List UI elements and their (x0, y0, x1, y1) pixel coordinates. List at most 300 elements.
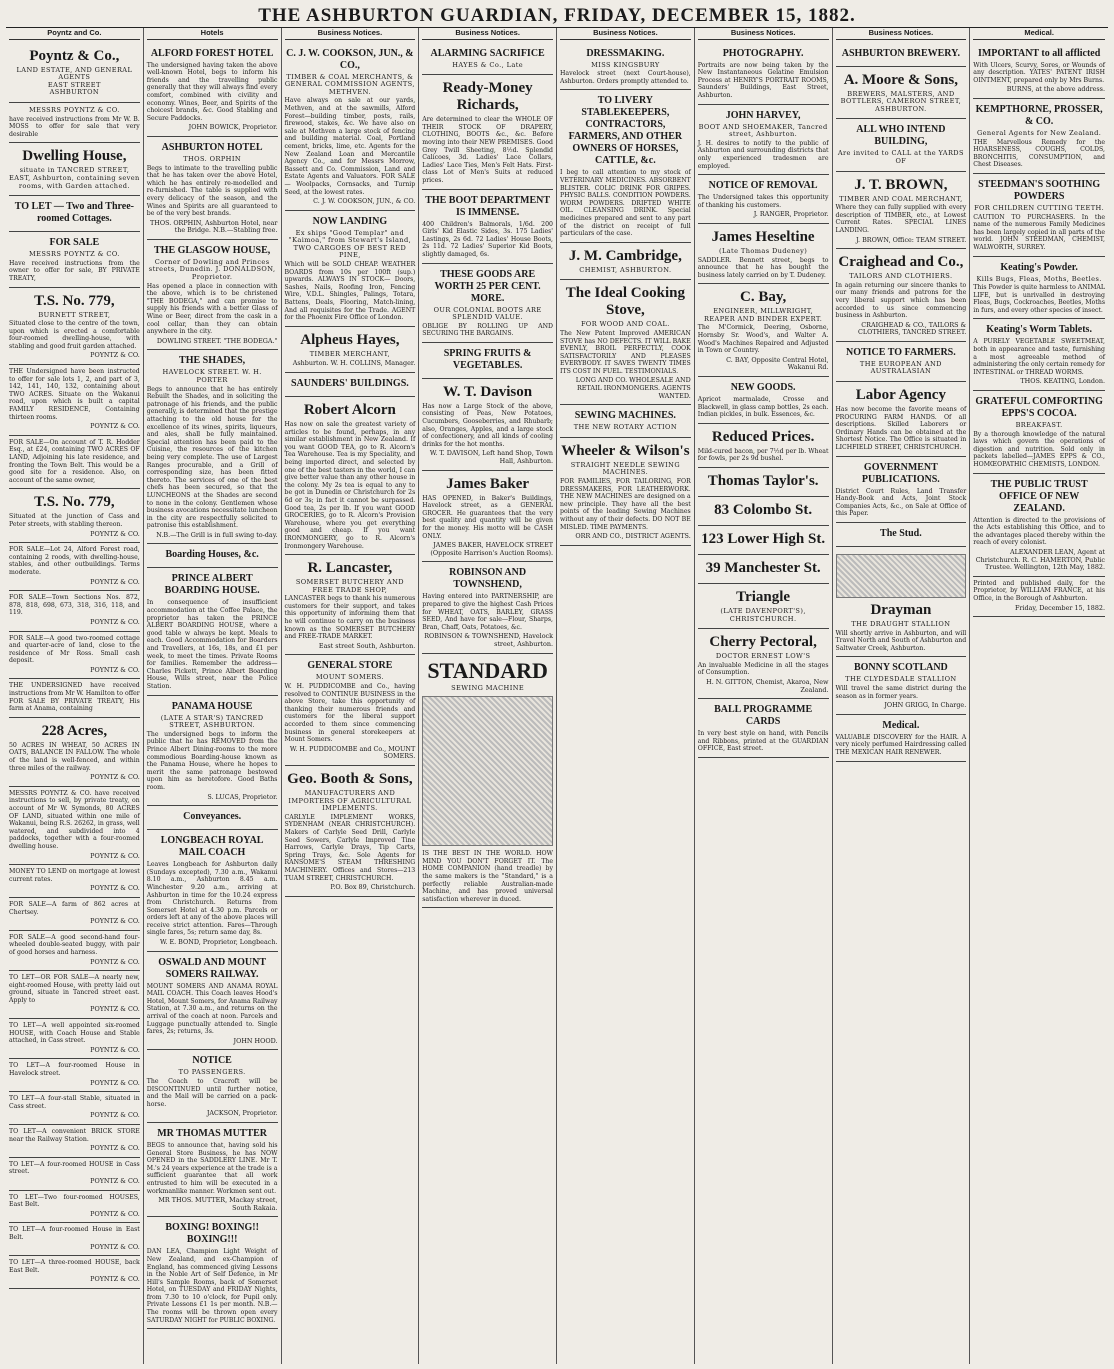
column-3 (282, 28, 420, 1364)
ad-title: 39 Manchester St. (705, 560, 821, 576)
advertisement (698, 497, 829, 526)
advertisement (9, 543, 140, 591)
ad-body: Apricot marmalade, Crosse and Blackwell, in glass camp bottles, 2s each. Indian pickles, in bulk. Essences, &c. (697, 396, 829, 419)
advertisement (422, 654, 553, 909)
advertisement (9, 1059, 140, 1092)
ad-title: LONGBEACH ROYAL MAIL COACH (160, 835, 264, 859)
ad-signature: Ashburton. W. H. COLLINS, Manager. (292, 359, 416, 368)
advertisement (9, 1191, 140, 1224)
ad-title: A. Moore & Sons, (843, 71, 959, 88)
advertisement (285, 43, 416, 211)
ad-body: FOR SALE—A good second-hand four-wheeled double-seated buggy, with pair of good horses and harness. (9, 933, 140, 956)
ad-signature: J. BROWN, Office: TEAM STREET. (855, 235, 967, 244)
ad-body: A PURELY VEGETABLE SWEETMEAT, both in appearance and taste, furnishing a most agreeable method of administering the only certain remedy for INTESTINAL or THREAD WORMS. (973, 338, 1105, 376)
advertisement (285, 397, 416, 555)
ad-body: TO LET—A well appointed six-roomed HOUSE, with Coach House and Stable attached, in Cass street. (9, 1022, 140, 1045)
advertisement (147, 1050, 278, 1123)
ad-signature: JOHN HOOD. (233, 1036, 278, 1045)
advertisement (698, 175, 829, 224)
advertisement (836, 43, 967, 67)
advertisement (147, 350, 278, 544)
advertisement (285, 211, 416, 327)
advertisement (9, 365, 140, 436)
ad-title: ALFORD FOREST HOTEL (150, 47, 274, 59)
column-heading: Hotels (147, 28, 278, 40)
column-heading: Business Notices. (836, 28, 967, 40)
ad-subtitle: DOCTOR ERNEST LOW'S (715, 652, 811, 661)
ad-title: SPRING FRUITS & VEGETABLES. (443, 347, 532, 371)
advertisement (836, 342, 967, 382)
ad-body: The Coach to Cracroft will be DISCONTINUED until further notice, and the Mail will be carried on a pack-horse. (146, 1078, 278, 1108)
ad-subtitle: Ex ships "Good Templar" and "Kaimoa," from Stewart's Island, TWO CARGOES OF BEST RED PINE, (288, 228, 412, 260)
ad-subtitle: THE DRAUGHT STALLION (851, 620, 951, 628)
sewing-machine-illustration (422, 696, 553, 846)
ad-title: STANDARD (427, 657, 548, 683)
advertisement (147, 806, 278, 830)
ad-subtitle: MISS KINGSBURY (591, 60, 660, 69)
advertisement (973, 319, 1105, 391)
advertisement (147, 696, 278, 807)
ad-subtitle: HAVELOCK STREET. W. H. PORTER (162, 368, 262, 384)
ad-body: Begs to announce that he has entirely Rebuilt the Shades, and in soliciting the patronage of his friends, and the public generally, is determined that the prestige attaching to the old house for the excellence of its wines, spirits, liqueurs, and ales, shall be fully maintained. Special attention has been paid to the Cuisine, the resources of the kitchen being very complete. The use of Largest Ranges procurable, and a Grill of corresponding size, has been fitted thereto. The services of one of the best chefs has been secured, so that the LUNCHEONS at the Shades are second to none in the colony. Gentlemen whose business avocations necessitate luncheon in the city are respectfully solicited to patronise this establishment. (146, 385, 278, 530)
ad-title: THE PUBLIC TRUST OFFICE OF NEW ZEALAND. (990, 478, 1088, 514)
ad-title: Cherry Pectoral, (709, 634, 817, 651)
ad-signature: POYNTZ & CO. (90, 1005, 140, 1014)
ad-signature: ORR AND CO., DISTRICT AGENTS. (575, 532, 691, 541)
ad-body: FOR SALE—On account of T. R. Hodder Esq., at £24, containing TWO ACRES OF LAND, Adjoining his late residence, and fronting the Town Belt. This would be a good site for a residence. Also, on account of the same owner, (9, 438, 140, 484)
advertisement (9, 679, 140, 717)
ad-title: 123 Lower High St. (701, 531, 826, 547)
ad-title: ROBINSON AND TOWNSHEND, (449, 567, 527, 591)
ad-title: GRATEFUL COMFORTING EPPS'S COCOA. (975, 396, 1103, 420)
advertisement (560, 90, 691, 242)
advertisement (9, 1256, 140, 1289)
column-5 (557, 28, 695, 1364)
advertisement (698, 526, 829, 555)
ad-body: Leaves Longbeach for Ashburton daily (Sundays excepted), 7.30 a.m., Wakanui 8.10 a.m., Ashburton 8.45 a.m. Winchester 9.20 a.m., arriving at Ashburton in time for the 10.24 express from Christchurch. Returns from Somerset Hotel at 4.30 p.m. Parcels or orders left at any of the above places will receive strict attention. Fares—Through single fares, 5s; return same day, 8s. (146, 861, 278, 937)
ad-signature: POYNTZ & CO. (90, 1078, 140, 1087)
advertisement (9, 43, 140, 103)
ad-subtitle: (Late Thomas Dudeney) (718, 246, 808, 255)
ad-signature: THOS. ORPHIN, Ashburton Hotel, near the Bridge. N.B.—Stabling free. (150, 218, 278, 235)
ad-title: Boarding Houses, &c. (165, 549, 259, 561)
ad-signature: ALEXANDER LEAN, Agent at Christchurch. R. C. HAMERTON, Public Trustee. Wellington, 12th May, 1882. (975, 547, 1105, 572)
ad-body: District Court Rules, Land Transfer Handy-Book and Acts, Joint Stock Companies Acts, &c., on Sale at Office of this Paper. (835, 487, 967, 518)
ad-title: 228 Acres, (41, 722, 108, 739)
ad-subtitle: MOUNT SOMERS. (315, 673, 384, 682)
ad-signature: JAMES BAKER, HAVELOCK STREET (Opposite Harrison's Auction Rooms). (430, 541, 553, 557)
ad-title: Geo. Booth & Sons, (287, 770, 413, 787)
advertisement (973, 257, 1105, 320)
ad-body: TO LET—A four-roomed House in East Belt. (9, 1226, 140, 1241)
advertisement (9, 1158, 140, 1191)
ad-title: Dwelling House, (22, 148, 127, 165)
advertisement (560, 43, 691, 91)
ad-body: Are determined to clear the WHOLE OF THEIR STOCK OF DRAPERY, CLOTHING, BOOTS &c., &c. Before moving into their NEW PREMISES. Good Grey Twill Sheeting, 8½d. Splendid Calicoes, 3d. Ladies' Lace Collars, Ladies' Lace Ties, Men's Felt Hats. First-class Lot of Men's Suits at reduced prices. (422, 116, 553, 184)
ad-title: BONNY SCOTLAND (853, 662, 948, 674)
advertisement (836, 249, 967, 342)
advertisement (698, 224, 829, 284)
advertisement (9, 787, 140, 865)
advertisement (285, 373, 416, 397)
ad-title: R. Lancaster, (307, 560, 393, 577)
advertisement (560, 438, 691, 546)
ad-signature: POYNTZ & CO. (90, 529, 140, 538)
advertisement (836, 119, 967, 171)
ad-subtitle: THOS. ORPHIN (183, 154, 241, 163)
ad-subtitle: Corner of Dowling and Princes streets, Dunedin. J. DONALDSON, Proprietor. (148, 257, 276, 282)
advertisement (836, 457, 967, 523)
ad-title: DRESSMAKING. (586, 47, 665, 59)
ad-body: Has opened a place in connection with the above, which is to be christened "THE BODEGA," and can promise to supply his friends with a better Glass of Wine or Beer, direct from the cask in a cool cellar, than they can obtain anywhere in the city. (146, 282, 278, 336)
ad-signature: BURNS, at the above address. (1006, 85, 1105, 94)
ad-signature: JOHN BOWICK, Proprietor. (188, 123, 278, 132)
advertisement (973, 474, 1105, 577)
advertisement (836, 172, 967, 250)
ad-title: Reduced Prices. (711, 428, 815, 445)
advertisement (147, 568, 278, 695)
ad-signature: C. BAY, Opposite Central Hotel, Wakanui Rd. (726, 355, 829, 372)
ad-title: J. T. BROWN, (854, 176, 948, 193)
ad-title: GOVERNMENT PUBLICATIONS. (861, 461, 940, 485)
ad-body: TO LET—A four-roomed HOUSE in Cass street. (9, 1160, 140, 1176)
ad-title: Wheeler & Wilson's (561, 442, 690, 459)
advertisement (9, 196, 140, 232)
ad-title: PHOTOGRAPHY. (722, 47, 804, 59)
ad-title: J. M. Cambridge, (568, 247, 682, 264)
ad-signature: LONG AND CO. WHOLESALE AND RETAIL IRONMONGERS. AGENTS WANTED. (575, 376, 691, 400)
advertisement (9, 971, 140, 1019)
ad-signature: THOS. KEATING, London. (1020, 377, 1105, 386)
ad-subtitle: HAYES & Co., Late (452, 60, 524, 69)
advertisement (9, 1223, 140, 1256)
ad-body: The Undersigned takes this opportunity of thanking his customers. (697, 194, 829, 209)
ad-title: Ready-Money Richards, (442, 80, 533, 114)
ad-title: BOXING! BOXING!! BOXING!!! (165, 1222, 259, 1246)
ad-subtitle: Are invited to CALL at the YARDS OF (837, 149, 964, 165)
advertisement (422, 43, 553, 76)
ad-body: have received instructions from Mr W. B. MOSS to offer for sale that very desirable (9, 115, 140, 138)
advertisement (698, 105, 829, 176)
ad-title: MR THOMAS MUTTER (157, 1127, 268, 1139)
ad-signature: JACKSON, Proprietor. (206, 1109, 278, 1118)
ad-body: The undersigned begs to inform the public that he has REMOVED from the Prince Albert Dining-rooms to the more commodious Boarding-house known as the Panama House, where he hopes to merit the same patronage bestowed upon him as heretofore. Good Baths room. (146, 730, 278, 791)
ad-body: LANCASTER begs to thank his numerous customers for their support, and takes this opportunity of informing them that he will continue to carry on the business known as the SOMERSET BUTCHERY and FREE-TRADE MARKET. (284, 595, 416, 641)
ad-subtitle: THE CLYDESDALE STALLION (845, 675, 957, 684)
ad-title: C. Bay, (739, 289, 787, 306)
ad-body: Has now a Large Stock of the above, consisting of Peas, New Potatoes, Cucumbers, Gooseberries, and Rhubarb; also, Oranges, Apples, and a large stock of confectionery, and all kinds of cooling drinks for the hot months. (422, 402, 553, 448)
advertisement (560, 405, 691, 438)
ad-body: In again returning our sincere thanks to our many friends and patrons for the very liberal support which has been accorded to us since commencing business in Ashburton. (835, 281, 967, 320)
ad-title: OSWALD AND MOUNT SOMERS RAILWAY. (158, 956, 267, 980)
ad-body: In very best style on hand, with Pencils and Ribbons, printed at the GUARDIAN OFFICE, East street. (697, 730, 829, 753)
advertisement (422, 562, 553, 653)
advertisement (147, 43, 278, 137)
ad-body: HAS OPENED, in Baker's Buildings, Havelock street, as a GENERAL GROCER. He guarantees that the very best quality and quantity will be given for the money. His motto will be CASH ONLY. (422, 494, 553, 540)
column-2 (144, 28, 282, 1364)
advertisement (698, 424, 829, 468)
ad-signature: N.B.—The Grill is in full swing to-day. (156, 530, 278, 539)
advertisement (973, 43, 1105, 99)
ad-title: IMPORTANT to all afflicted (977, 47, 1101, 59)
ad-body: Mild-cured bacon, per 7½d per lb. Wheat for fowls, per 2s 9d bushel. (697, 447, 829, 463)
ad-signature: POYNTZ & CO. (90, 1242, 140, 1251)
ad-title: NEW GOODS. (730, 382, 796, 394)
ad-signature: MR THOS. MUTTER, Mackay street, South Rakaia. (158, 1196, 278, 1212)
ad-body: OBLIGE BY ROLLING UP AND SECURING THE BARGAINS. (422, 322, 553, 338)
ad-body: W. H. PUDDICOMBE and Co., having resolved to CONTINUE BUSINESS in the above Store, take this opportunity of thanking their numerous friends and customers for the liberal support accorded to them since commencing business in general storekeepers at Mount Somers. (284, 683, 416, 744)
masthead-title: THE ASHBURTON GUARDIAN, FRIDAY, DECEMBER 15, 1882. (6, 4, 1108, 28)
ad-signature: Friday, December 15, 1882. (1014, 603, 1105, 612)
ad-body: 50 ACRES IN WHEAT, 50 ACRES IN OATS, BALANCE IN FALLOW. The whole of the land is well-fenced, and within three miles of the railway. (9, 741, 140, 772)
ad-body: An invaluable Medicine in all the stages of Consumption. (697, 661, 829, 677)
ad-subtitle: ENGINEER, MILLWRIGHT, REAPER AND BINDER EXPERT. (703, 307, 823, 323)
ad-body: MESSRS POYNTZ & CO. have received instructions to sell, by private treaty, on account of Mr W. Symonds, 80 ACRES OF LAND, situated within one mile of Wakanui, being R.S. 26262, in grass, well watered, and subdivided into 4 paddocks, together with a four-roomed dwelling house. (9, 789, 140, 850)
advertisement (836, 657, 967, 714)
ad-signature: DOWLING STREET. "THE BODEGA." (156, 336, 278, 345)
ad-body: Will shortly arrive in Ashburton, and will Travel North and South of Ashburton and Saltwater Creek, Ashburton. (835, 629, 967, 652)
ad-body: TO LET—A four-stall Stable, situated in Cass street. (9, 1095, 140, 1110)
advertisement (147, 830, 278, 952)
ad-title: ASHBURTON HOTEL (161, 141, 263, 153)
advertisement (422, 343, 553, 379)
ad-title: ALL WHO INTEND BUILDING, (856, 124, 946, 148)
ad-body: TO LET—A convenient BRICK STORE near the Railway Station. (9, 1128, 140, 1143)
ad-title: BALL PROGRAMME CARDS (714, 704, 813, 728)
ad-title: Craighead and Co., (838, 254, 964, 271)
advertisement (9, 1019, 140, 1059)
advertisement (973, 391, 1105, 474)
ad-subtitle: BREWERS, MALSTERS, AND BOTTLERS, CAMERON STREET, ASHBURTON. (840, 89, 962, 113)
ad-signature: POYNTZ & CO. (90, 1176, 140, 1185)
ad-subtitle: THE EUROPEAN AND AUSTRALASIAN (859, 359, 942, 376)
ad-subtitle: SOMERSET BUTCHERY AND FREE TRADE SHOP, (295, 578, 404, 594)
ad-body: Printed and published daily, for the Proprietor, by WILLIAM FRANCE, at his Office, in the Borough of Ashburton. (973, 579, 1105, 602)
ad-signature: ROBINSON & TOWNSHEND, Havelock street, Ashburton. (424, 632, 553, 648)
advertisement (698, 284, 829, 377)
ad-body: The New Patent Improved AMERICAN STOVE has NO DEFECTS. IT WILL BAKE EVENLY, BROIL PERFECTLY, COOK SATISFACTORILY AND PLEASES EVERYBODY. IT SAVES TWENTY TIMES ITS COST IN FUEL. TESTIMONIALS. (560, 329, 691, 375)
ad-subtitle: FOR CHILDREN CUTTING TEETH. (974, 203, 1105, 212)
ad-title: Thomas Taylor's. (707, 473, 819, 489)
advertisement (422, 471, 553, 563)
ad-subtitle: OUR COLONIAL BOOTS ARE SPLENDID VALUE. (433, 305, 542, 322)
ad-title: Medical. (882, 719, 920, 731)
column-heading: Medical. (973, 28, 1105, 40)
ad-signature: POYNTZ & CO. (90, 665, 140, 674)
ad-body: FOR SALE—Town Sections Nos. 872, 878, 818, 698, 673, 318, 316, 118, and 119. (9, 594, 140, 617)
column-8 (970, 28, 1108, 1364)
ad-signature: POYNTZ & CO. (90, 957, 140, 966)
ad-title: Robert Alcorn (303, 402, 396, 418)
advertisement (9, 436, 140, 490)
column-heading: Poyntz and Co. (9, 28, 140, 40)
ad-signature: POYNTZ & CO. (90, 617, 140, 626)
ad-body: TO LET—OR FOR SALE—A nearly new, eight-roomed House, with pretty laid out ground, situate in Tancred street east. Apply to (9, 974, 140, 1004)
ad-title: W. T. Davison (443, 383, 533, 400)
ad-title: STEEDMAN'S SOOTHING POWDERS (978, 178, 1101, 202)
advertisement (9, 931, 140, 971)
ad-title: SEWING MACHINES. (574, 410, 676, 422)
advertisement (285, 327, 416, 373)
advertisement (836, 67, 967, 120)
ad-title: T.S. No. 779, (34, 494, 115, 511)
ad-signature: POYNTZ & CO. (90, 1209, 140, 1218)
ad-subtitle: TIMBER MERCHANT, (309, 349, 390, 358)
advertisement (422, 75, 553, 189)
advertisement (9, 1092, 140, 1125)
ad-title: THE GLASGOW HOUSE, (154, 244, 271, 256)
ad-subtitle: MESSRS POYNTZ & CO. (28, 105, 120, 114)
advertisement (836, 382, 967, 457)
column-heading: Business Notices. (422, 28, 553, 40)
advertisement (9, 718, 140, 787)
ad-body: FOR FAMILIES, FOR TAILORING, FOR DRESSMAKERS, FOR LEATHERWORK. THE NEW MACHINES are designed on a new principle. They have all the best points of the leading Sewing Machines without any of their defects. DO NOT BE MISLED. TIME PAYMENTS. (560, 478, 691, 531)
ad-title: C. J. W. COOKSON, JUN., & CO., (286, 47, 414, 71)
ad-title: NOTICE (192, 1055, 232, 1067)
ad-body: IS THE BEST IN THE WORLD. HOW MIND YOU DON'T FORGET IT. The HOME COMPANION (hand treadle) by the same makers is the "Standard," is a perfectly reliable Australian-made Machine, and has proved universal satisfaction wherever in duced. (422, 850, 553, 903)
ad-body: I beg to call attention to my stock of VETERINARY MEDICINES. ABSORBENT BLISTER. COLIC DRINK FOR GRIPES. PHYSIC BALLS. CONDITION POWDERS. WORM POWDERS. DRIFTED WHITE OIL. CLEANSING DRINK. Special medicines prepared and sent to any part of the district on receipt of full particulars of the case. (560, 169, 691, 238)
advertisement (698, 468, 829, 497)
advertisement (285, 555, 416, 655)
ad-signature: POYNTZ & CO. (90, 422, 140, 431)
ad-body: FOR SALE—A farm of 862 acres at Chertsey. (9, 900, 140, 916)
column-4 (419, 28, 557, 1364)
ad-signature: East street South, Ashburton. (318, 641, 416, 650)
advertisement (698, 377, 829, 424)
ad-title: SAUNDERS' BUILDINGS. (290, 378, 409, 389)
ad-title: PRINCE ALBERT BOARDING HOUSE. (164, 573, 260, 597)
ad-title: NOTICE TO FARMERS. (846, 346, 956, 358)
ad-body: MOUNT SOMERS AND ANAMA ROYAL MAIL COACH. This Coach leaves Hood's Hotel, Mount Somers, for Anama Railway Station, at 7.30 a.m., and returns on the arrival of the coach at noon. Parcels and Luggage punctually attended to. Single fares, 2s; returns, 3s. (146, 982, 278, 1036)
advertisement (973, 577, 1105, 617)
advertisement (9, 898, 140, 931)
advertisement (285, 766, 416, 897)
ad-title: NOTICE OF REMOVAL (708, 180, 818, 192)
ad-title: THESE GOODS ARE WORTH 25 PER CENT. MORE. (434, 268, 541, 304)
ad-body: FOR SALE—A good two-roomed cottage and quarter-acre of land, close to the residence of Mr Ross. Small cash deposit. (9, 634, 140, 665)
ad-title: Triangle (736, 589, 791, 605)
ad-title: James Heseltine (711, 228, 815, 245)
ad-subtitle: BURNETT STREET, (38, 310, 111, 319)
ad-subtitle: LAND ESTATE, AND GENERAL AGENTS EAST STREET ASHBURTON (16, 65, 133, 97)
ad-signature: S. LUCAS, Proprietor. (207, 792, 278, 801)
ad-body: Having entered into PARTNERSHIP, are prepared to give the highest Cash Prices for WHEAT, OATS, BARLEY, GRASS SEED, And have for sale—Flour, Sharps, Bran, Chaff, Oats, Potatoes, &c. (422, 593, 553, 631)
ad-subtitle: General Agents for New Zealand. (976, 128, 1102, 137)
ad-subtitle: CHEMIST, ASHBURTON. (579, 265, 672, 274)
horse-illustration (836, 554, 967, 598)
ad-title: Conveyances. (183, 811, 242, 823)
advertisement (147, 240, 278, 351)
ad-title: THE SHADES, (179, 355, 246, 367)
advertisement (9, 591, 140, 631)
column-heading: Business Notices. (560, 28, 691, 40)
ad-signature: POYNTZ & CO. (90, 577, 140, 586)
advertisement (973, 99, 1105, 174)
ad-title: ASHBURTON BREWERY. (841, 47, 960, 59)
ad-body: Situated at the junction of Cass and Peter streets, with stabling thereon. (9, 513, 140, 528)
ad-subtitle: (LATE A STAR'S) TANCRED STREET, ASHBURTON. (160, 713, 264, 730)
ad-body: With Ulcers, Scurvy, Sores, or Wounds of any description. YATES' PATENT IRISH OINTMENT, prepared only by Mrs Burns. (973, 61, 1105, 84)
advertisement (147, 544, 278, 568)
column-1 (6, 28, 144, 1364)
ad-body: SADDLER. Bennett street, begs to announce that he has bought the business lately carried on by T. Dudeney. (697, 256, 829, 279)
ad-title: PANAMA HOUSE (171, 700, 253, 712)
advertisement (560, 243, 691, 281)
advertisement (698, 43, 829, 105)
ad-title: NOW LANDING (312, 215, 388, 227)
column-heading: Business Notices. (698, 28, 829, 40)
ad-body: Will travel the same district during the season as in former years. (835, 684, 967, 700)
advertisement (147, 1123, 278, 1217)
ad-subtitle: MESSRS POYNTZ & CO. (28, 250, 120, 259)
advertisement (9, 489, 140, 543)
ad-title: T.S. No. 779, (34, 292, 115, 309)
ad-signature: POYNTZ & CO. (90, 884, 140, 893)
ad-signature: POYNTZ & CO. (90, 917, 140, 926)
ad-signature: POYNTZ & CO. (90, 851, 140, 860)
advertisement (147, 1217, 278, 1329)
advertisement (698, 629, 829, 699)
ad-title: TO LIVERY STABLEKEEPERS, CONTRACTORS, FARMERS, AND OTHER OWNERS OF HORSES, CATTLE, &c. (568, 95, 683, 167)
ad-signature: C. J. W. COOKSON, JUN., & CO. (313, 197, 416, 206)
ad-body: Have always on sale at our yards, Methven, and at the sawmills, Alford Forest—building timber, posts, rails, firewood, stakes, &c. We have also on sale at Methven a large stock of fencing and building material. Coal, Portland cement, bricks, lime, etc. Agents for the New Zealand Loan and Mercantile Agency Co., and for Messrs Morrow, Bassett and Co. Commission, Land and Estate Agents and Valuators. FOR SALE — Woolpacks, Cornsacks, and Turnip Seed, at the lowest rates. (284, 97, 416, 196)
ad-body: TO LET—A four-roomed House in Havelock street. (9, 1062, 140, 1078)
ad-subtitle: BOOT AND SHOEMAKER, Tancred street, Ashburton. (698, 122, 828, 139)
advertisement (973, 174, 1105, 257)
ad-body: J. H. desires to notify to the public of Ashburton and surrounding districts that only experienced tradesmen are employed. (697, 139, 829, 170)
advertisement (422, 190, 553, 264)
ad-body: Where they can fully supplied with every description of TIMBER, etc., at Lowest Current Rates. SPECIAL LINES LANDING. (835, 204, 967, 234)
ad-body: In consequence of insufficient accommodation at the Coffee Palace, the proprietor has taken the PRINCE ALBERT BOARDING HOUSE, where a good table w always be kept. Meals to each. Good Accommodation for Boarders and Travellers, at 16s, 18s, and £1 per week, to meet the times. Private Rooms for families. Remember the address—Charles Pickett, Prince Albert Boarding House, Wills street, near the Police Station. (146, 599, 278, 690)
ad-title: FOR SALE (49, 237, 100, 249)
advertisement (836, 715, 967, 762)
ad-body: By a thorough knowledge of the natural laws which govern the operations of digestion and nutrition. Sold only in packets labelled—JAMES EPPS & CO., HOMŒOPATHIC CHEMISTS, LONDON. (973, 430, 1105, 468)
ad-subtitle: (LATE DAVENPORT'S), CHRISTCHURCH. (720, 607, 806, 623)
advertisement (836, 547, 967, 657)
ad-title: Drayman (870, 602, 932, 618)
ad-signature: POYNTZ & CO. (90, 773, 140, 782)
ad-body: TO LET—A three-roomed HOUSE, back East Belt. (9, 1259, 140, 1274)
ad-body: The M'Cormick, Deering, Osborne, Hornsby Sr. Wood's, and Walter A. Wood's Machines Repaired and Adjusted in Town or Country. (697, 324, 829, 355)
ad-body: DAN LEA, Champion Light Weight of New Zealand, and ex-Champion of England, has commenced giving Lessons in the Noble Art of Self Defence, in Mr Hill's Sample Rooms, back of Somerset Hotel, on TUESDAY and FRIDAY Nights, from 7.30 to 10 o'clock, for Pupil only. Private Lessons £1 1s per month. N.B.—The rooms will be thrown open every SATURDAY NIGHT for PUBLIC BOXING. (146, 1248, 278, 1324)
ad-body: Situated close to the centre of the town, upon which is erected a comfortable four-roomed dwelling-house, with stabling and good fruit garden attached. (9, 320, 140, 350)
advertisement (698, 584, 829, 629)
ad-body: Has now on sale the greatest variety of articles to be found, perhaps, in any similar establishment in New Zealand. If you want GOOD TEA, go to R. Alcorn's Tea Warehouse. Tea is my Speciality, and being imported direct, and selected by one of the best tasters in the world, I can give better value than any other house in the colony. My 2s tea is equal to any to be got in Dunedin or Christchurch for 2s 6d or 3s; in fact it cannot be surpassed. Good tea, 2s per lb. If you want GOOD GROCERIES, go to R. Alcorn's Provision Warehouse, where you get everything good and cheap. If you want IRONMONGERY, go to R. Alcorn's Ironmongery Warehouse. (284, 421, 416, 550)
ad-signature: POYNTZ & CO. (90, 1045, 140, 1054)
ad-title: Keating's Powder. (1000, 261, 1078, 273)
ad-signature: H. N. GITTON, Chemist, Akaroa, New Zealand. (706, 677, 829, 694)
advertisement (422, 264, 553, 343)
ad-title: Poyntz & Co., (29, 47, 120, 64)
ad-title: KEMPTHORNE, PROSSER, & CO. (975, 103, 1103, 127)
ad-signature: POYNTZ & CO. (90, 1275, 140, 1284)
ad-body: FOR SALE—Lot 24, Alford Forest road, containing 2 roods, with dwelling-house, stables, and other outbuildings. Terms moderate. (9, 546, 140, 576)
ad-body: The undersigned having taken the above well-known Hotel, begs to inform his friends and the travelling public generally that they will always find every comfort, combined with civility and economy. Wines, Beer, and Spirits of the choicest brands, &c. Good Stabling and Secure Paddocks. (146, 61, 278, 122)
ad-signature: W. E. BOND, Proprietor, Longbeach. (159, 938, 278, 947)
ad-subtitle: BREAKFAST. (1015, 421, 1063, 430)
ad-signature: CRAIGHEAD & CO., TAILORS & CLOTHIERS, TANCRED STREET. (858, 320, 967, 337)
ad-body: 400 Children's Balmorals, 1/6d. 200 Girls' Kid Elastic Sides, 3s. 175 Ladies' Lastings, 2s 6d. 72 Ladies' House Boots, 2s 11d. 72 Ladies' Superior Kid Boots, slightly damaged, 6s. (422, 220, 553, 258)
ad-title: JOHN HARVEY, (725, 109, 801, 121)
ad-body: MONEY TO LEND on mortgage at lowest current rates. (9, 868, 140, 883)
ad-signature: W. H. PUDDICOMBE and Co., MOUNT SOMERS. (289, 744, 416, 761)
advertisement (422, 379, 553, 471)
ad-body: Begs to intimate to the travelling public that he has taken over the above Hotel, which he has entirely re-modelled and re-furnished. The table is supplied with every delicacy of the season, and the Wines and Spirits are all guaranteed to be of the very best brands. (146, 164, 278, 218)
column-6 (695, 28, 833, 1364)
ad-subtitle: THE NEW ROTARY ACTION (573, 423, 678, 432)
ad-body: Has now become the favorite means of PROCURING FARM HANDS. Of all descriptions. Skilled Laborers or Ordinary Hands can be obtained at the Shortest Notice. The Office is situated in LICHFIELD STREET, CHRISTCHURCH. (835, 406, 967, 452)
ad-body: Have received instructions from the owner to offer for sale, BY PRIVATE TREATY, (9, 259, 140, 282)
